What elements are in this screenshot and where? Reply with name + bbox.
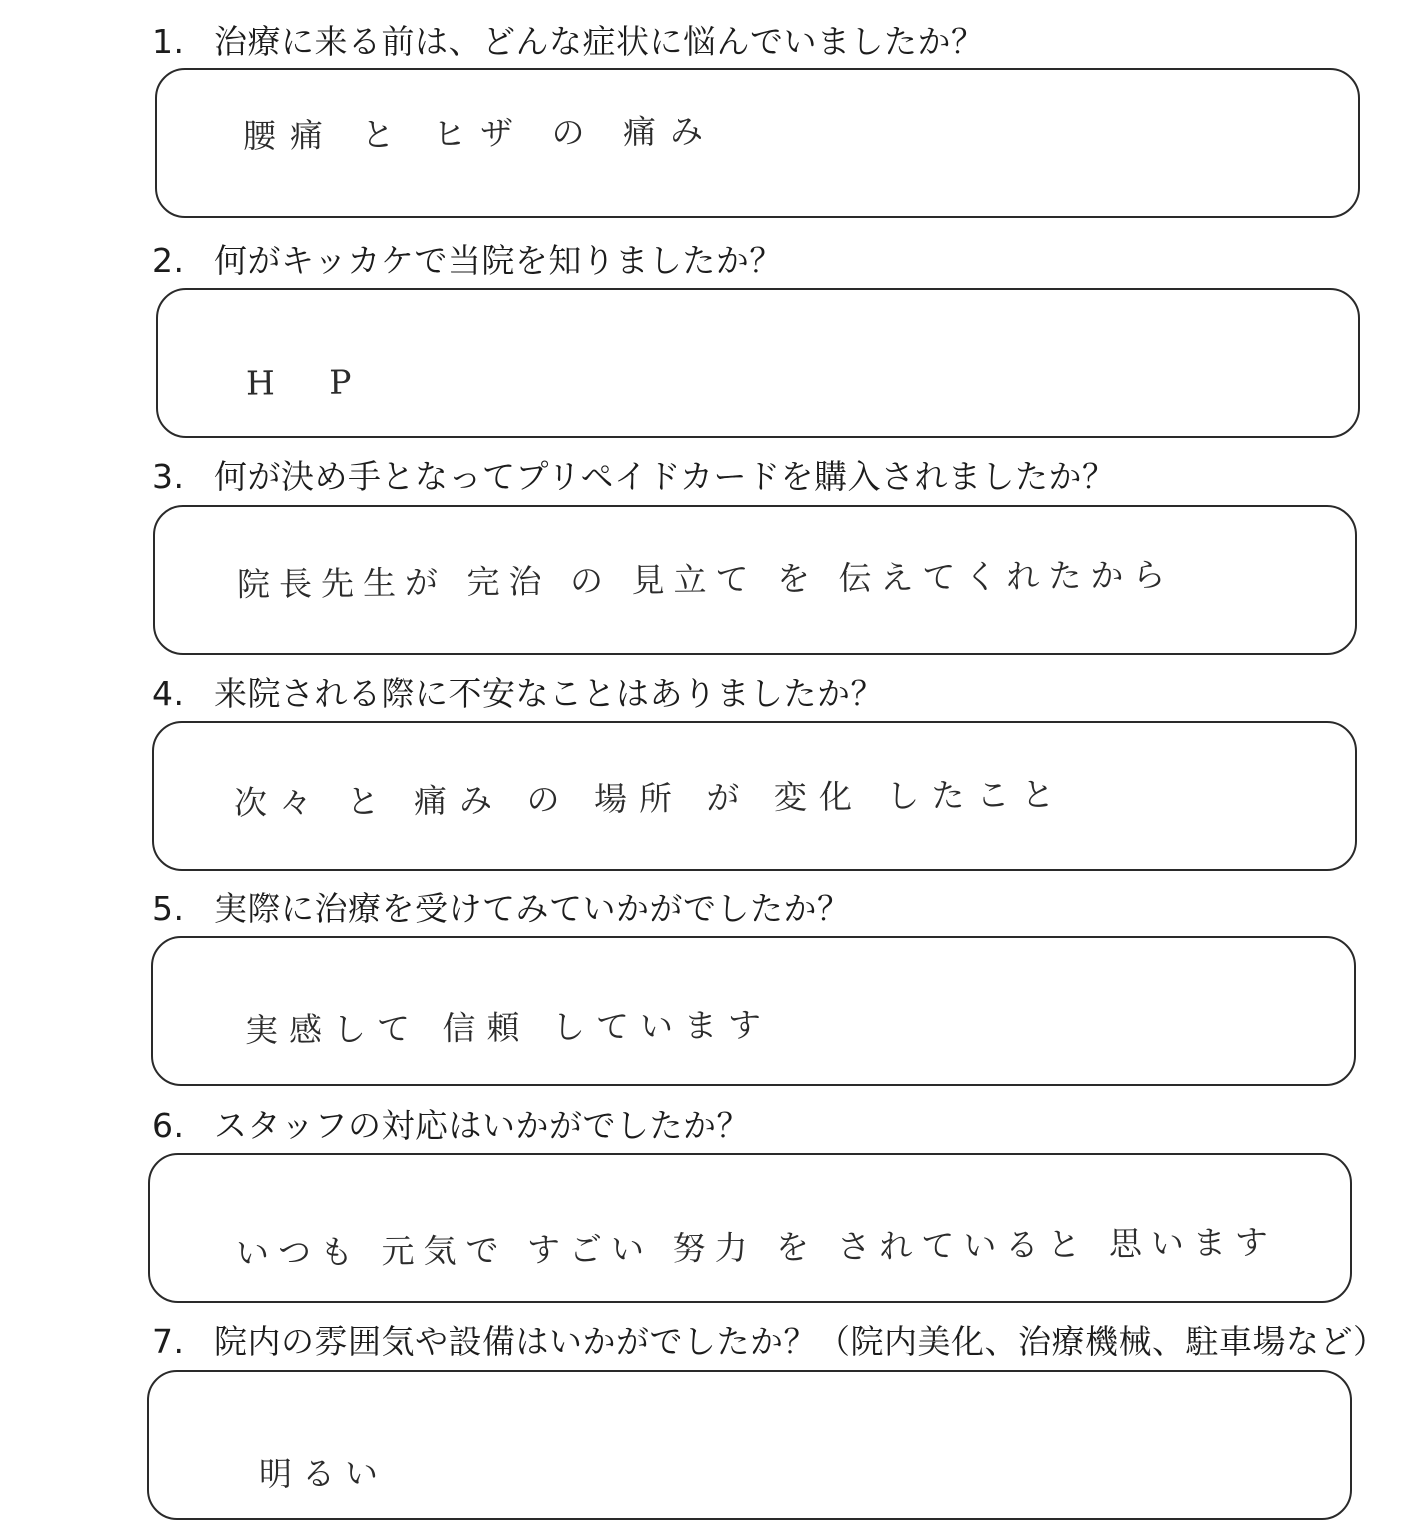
answer-box-5	[151, 936, 1356, 1086]
question-number: 7.	[152, 1322, 185, 1361]
question-text: 来院される際に不安なことはありましたか？	[214, 674, 884, 713]
question-number: 5.	[152, 889, 185, 928]
answer-box-7	[147, 1370, 1352, 1520]
question-number: 6.	[152, 1106, 185, 1145]
answer-box-4	[152, 721, 1357, 871]
answer-box-2	[156, 288, 1360, 438]
handwritten-answer: 院長先生が 完治 の 見立て を 伝えてくれたから	[236, 555, 1175, 604]
question-text: スタッフの対応はいかがでしたか？	[214, 1106, 750, 1145]
handwritten-answer: H P	[245, 362, 374, 403]
question-text: 治療に来る前は、どんな症状に悩んでいましたか？	[214, 22, 985, 61]
answer-box-3	[153, 505, 1357, 655]
handwritten-answer: 次々 と 痛み の 場所 が 変化 したこと	[233, 774, 1067, 823]
question-7	[152, 1322, 1387, 1362]
answer-box-6	[148, 1153, 1352, 1303]
question-2	[152, 241, 783, 281]
question-text: 何が決め手となってプリペイドカードを購入されましたか？	[214, 457, 1116, 496]
handwritten-answer: 明るい	[258, 1453, 389, 1494]
question-text: 何がキッカケで当院を知りましたか？	[214, 241, 783, 280]
question-3	[152, 457, 1116, 497]
handwritten-answer: 腰痛 と ヒザ の 痛み	[242, 111, 718, 156]
question-number: 2.	[152, 241, 185, 280]
handwritten-answer: いつも 元気で すごい 努力 を されていると 思います	[235, 1222, 1278, 1273]
question-4	[152, 674, 884, 714]
question-1	[152, 22, 985, 62]
question-number: 4.	[152, 674, 185, 713]
question-number: 1.	[152, 22, 185, 61]
question-text: 院内の雰囲気や設備はいかがでしたか？（院内美化、治療機械、駐車場など）	[214, 1322, 1387, 1361]
question-number: 3.	[152, 457, 185, 496]
handwritten-answer: 実感して 信頼 しています	[244, 1005, 773, 1050]
question-6	[152, 1106, 750, 1146]
question-5	[152, 889, 851, 929]
answer-box-1	[155, 68, 1360, 218]
question-text: 実際に治療を受けてみていかがでしたか？	[214, 889, 851, 928]
